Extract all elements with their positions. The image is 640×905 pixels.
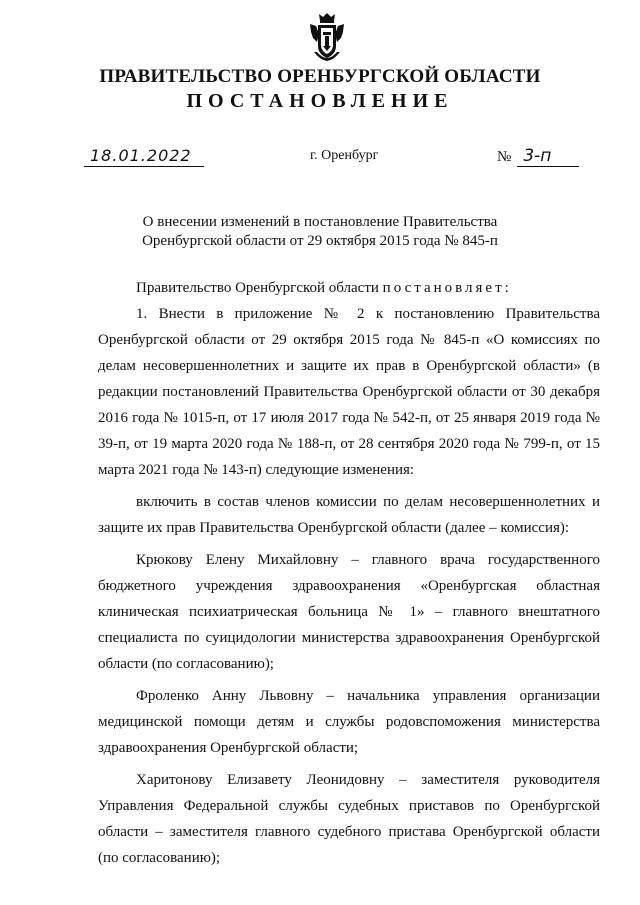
- body-paragraph: 1. Внести в приложение № 2 к постановлению Правительства Оренбургской области от 29 октября 2015 года № 845-п «О комиссиях по делам несовершеннолетних и защите их прав в Оренбургской области» (в редакции постановлений Правительства Оренбургской области от 30 декабря 2016 года № 1015-п, от 17 июля 2017 года № 542-п, от 25 января 2019 года № 39-п, от 19 марта 2020 года № 188-п, от 28 сентября 2020 года № 799-п, от 15 марта 2021 года № 143-п) следующие изменения:: [98, 306, 600, 478]
- document-subject: [0, 213, 640, 251]
- body-paragraph: включить в состав членов комиссии по делам несовершеннолетних и защите их прав Правительства Оренбургской области (далее – комиссия):: [98, 494, 600, 536]
- preamble-verb: постановляет:: [382, 280, 512, 296]
- preamble-text: Правительство Оренбургской области: [136, 280, 383, 296]
- body-paragraph: Харитонову Елизавету Леонидовну – заместителя руководителя Управления Федеральной службы судебных приставов по Оренбургской области – заместителя главного судебного пристава Оренбургской области (по согласованию);: [98, 772, 600, 866]
- subject-line: Оренбургской области от 29 октября 2015 года № 845-п: [142, 233, 498, 249]
- document-body: [98, 275, 600, 871]
- document-city: г. Оренбург: [310, 148, 379, 163]
- number-label: №: [497, 149, 512, 165]
- subject-line: О внесении изменений в постановление Правительства: [142, 214, 498, 230]
- organization-title: ПРАВИТЕЛЬСТВО ОРЕНБУРГСКОЙ ОБЛАСТИ: [99, 66, 541, 87]
- preamble: [98, 275, 600, 301]
- document-type-title: ПОСТАНОВЛЕНИЕ: [186, 90, 454, 112]
- body-paragraph: Фроленко Анну Львовну – начальника управления организации медицинской помощи детям и службы родовспоможения министерства здравоохранения Оренбургской области;: [98, 688, 600, 756]
- document-number-block: [497, 146, 579, 167]
- body-paragraph: Крюкову Елену Михайловну – главного врача государственного бюджетного учреждения здравоохранения «Оренбургская областная клиническая психиатрическая больница № 1» – главного внештатного специалиста по суицидологии министерства здравоохранения Оренбургской области (по согласованию);: [98, 552, 600, 672]
- coat-of-arms-emblem: [306, 12, 348, 62]
- document-date: 18.01.2022: [84, 146, 204, 167]
- document-number: 3-п: [517, 146, 579, 167]
